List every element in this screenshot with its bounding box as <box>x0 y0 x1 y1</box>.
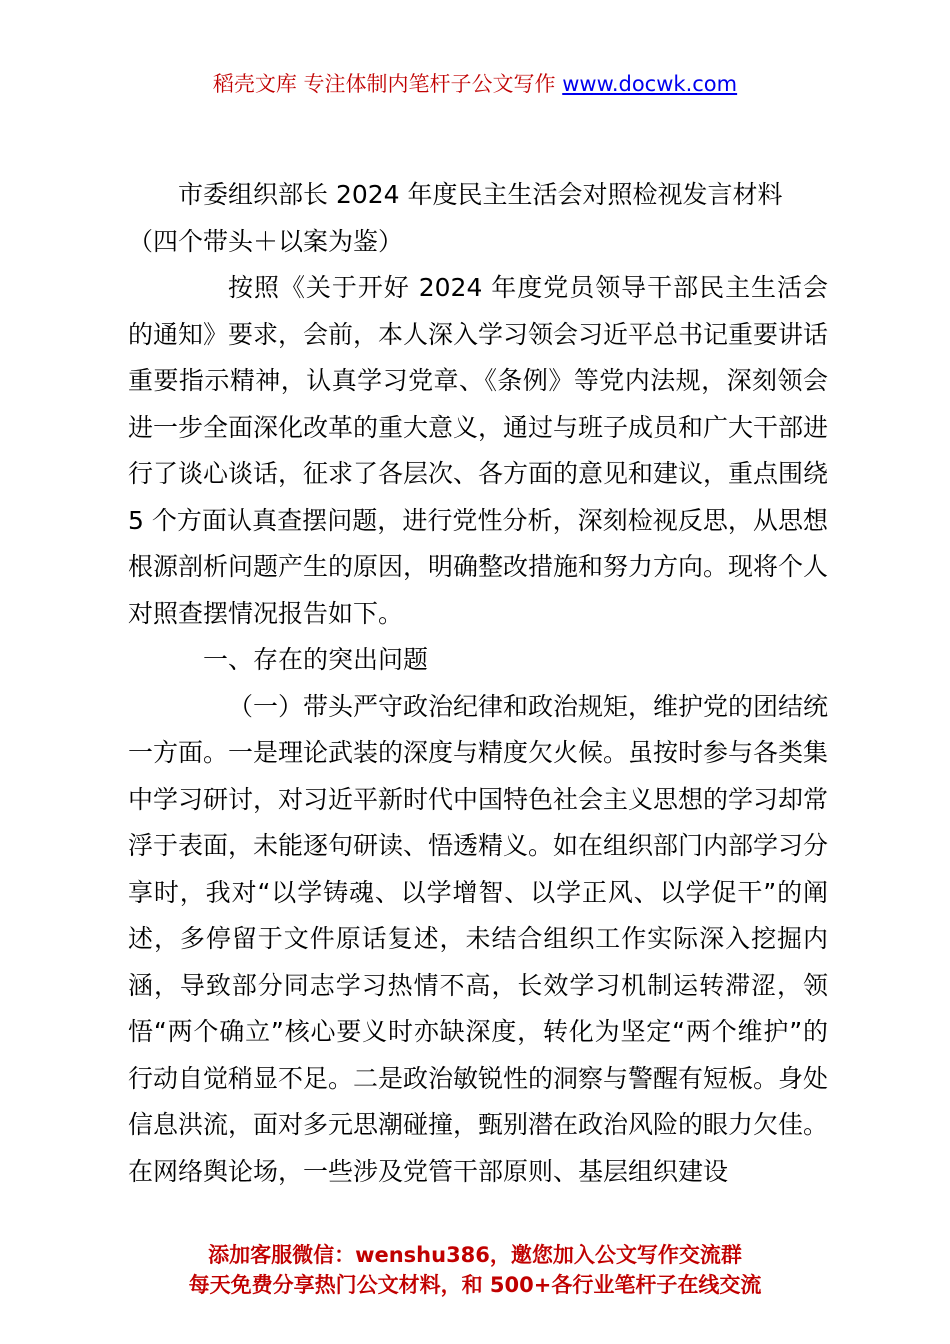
document-subtitle: （四个带头＋以案为鉴） <box>128 226 404 256</box>
footer-line-1 <box>0 1240 950 1270</box>
document-body <box>128 172 828 1195</box>
document-title: 市委组织部长 2024 年度民主生活会对照检视发言材料 <box>178 180 783 209</box>
page-header <box>0 68 950 100</box>
body-paragraph: （一）带头严守政治纪律和政治规矩，维护党的团结统一方面。一是理论武装的深度与精度欠火候。虽按时参与各类集中学习研讨，对习近平新时代中国特色社会主义思想的学习却常浮于表面，未能逐句研读、悟透精义。如在组织部门内部学习分享时，我对“以学铸魂、以学增智、以学正风、以学促干”的阐述，多停留于文件原话复述，未结合组织工作实际深入挖掘内涵，导致部分同志学习热情不高，长效学习机制运转滞涩，领悟“两个确立”核心要义时亦缺深度，转化为坚定“两个维护”的行动自觉稍显不足。二是政治敏锐性的洞察与警醒有短板。身处信息洪流，面对多元思潮碰撞，甄别潜在政治风险的眼力欠佳。在网络舆论场，一些涉及党管干部原则、基层组织建设 <box>128 691 829 1186</box>
footer-wechat-prefix: 添加客服微信： <box>208 1243 356 1267</box>
page-footer <box>0 1240 950 1300</box>
section-heading: 一、存在的突出问题 <box>203 645 429 674</box>
footer-wechat-suffix: ，邀您加入公文写作交流群 <box>489 1243 742 1267</box>
intro-paragraph: 按照《关于开好 2024 年度党员领导干部民主生活会的通知》要求，会前，本人深入学习领会习近平总书记重要讲话重要指示精神，认真学习党章、《条例》等党内法规，深刻领会进一步全面深化改革的重大意义，通过与班子成员和广大干部进行了谈心谈话，征求了各层次、各方面的意见和建议，重点围绕 5 个方面认真查摆问题，进行党性分析，深刻检视反思，从思想根源剖析问题产生的原因，明确整改措施和努力方向。现将个人对照查摆情况报告如下。 <box>128 273 829 628</box>
footer-line-2: 每天免费分享热门公文材料，和 500+各行业笔杆子在线交流 <box>188 1273 762 1297</box>
footer-wechat-id: wenshu386 <box>355 1243 490 1267</box>
header-website-link[interactable]: www.docwk.com <box>562 72 738 96</box>
header-brand-text: 稻壳文库 专注体制内笔杆子公文写作 <box>212 72 563 96</box>
